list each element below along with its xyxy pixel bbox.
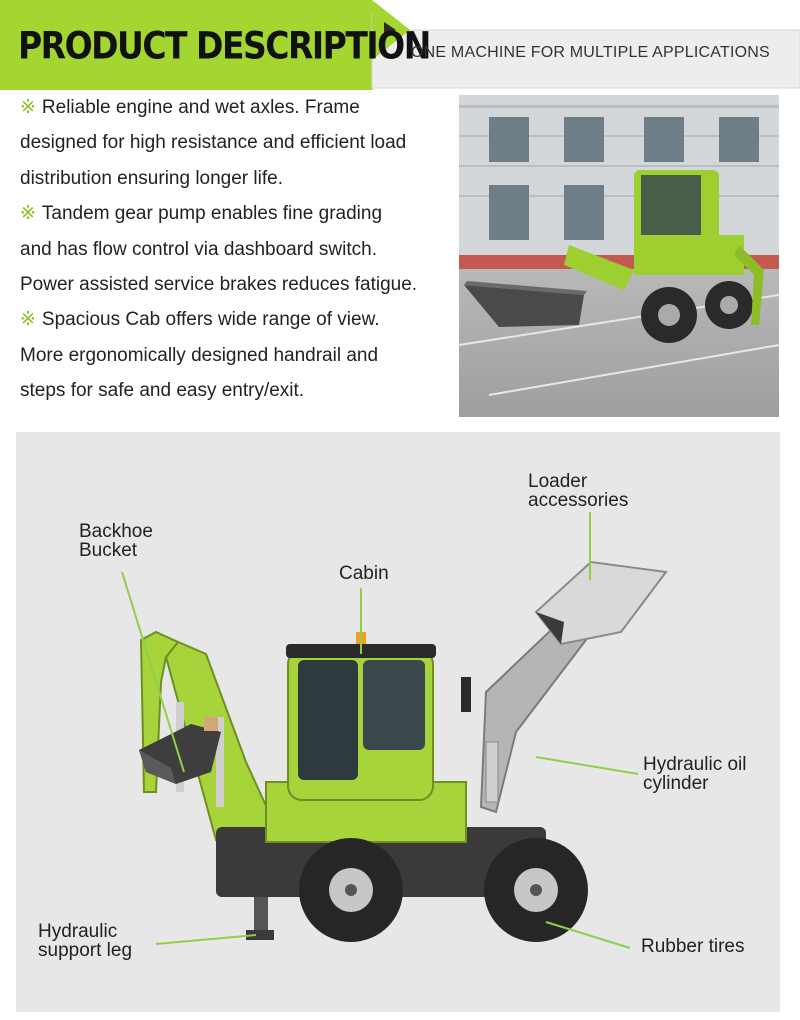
description-line: distribution ensuring longer life. bbox=[20, 167, 283, 189]
description-line: ※ Tandem gear pump enables fine grading bbox=[20, 203, 383, 225]
label-hydraulic-support-leg: Hydraulic support leg bbox=[38, 921, 133, 961]
cabin bbox=[286, 632, 471, 800]
rear-tire bbox=[299, 838, 403, 942]
description-line: More ergonomically designed handrail and bbox=[20, 344, 379, 366]
leader-hydraulic-support-leg bbox=[156, 935, 256, 944]
bullet-mark: ※ bbox=[20, 97, 36, 118]
label-cabin: Cabin bbox=[339, 563, 389, 584]
description-line: and has flow control via dashboard switch. bbox=[20, 238, 377, 260]
description-line: ※ Spacious Cab offers wide range of view. bbox=[20, 309, 380, 331]
page-title: PRODUCT DESCRIPTION bbox=[18, 24, 430, 68]
product-photo bbox=[459, 95, 779, 417]
label-rubber-tires: Rubber tires bbox=[641, 936, 745, 957]
description-text bbox=[20, 90, 452, 409]
bullet-mark: ※ bbox=[20, 309, 36, 331]
description-line: designed for high resistance and efficient load bbox=[20, 132, 407, 154]
leader-hydraulic-oil-cylinder bbox=[536, 757, 638, 774]
bullet-mark: ※ bbox=[20, 203, 36, 225]
description-line: steps for safe and easy entry/exit. bbox=[20, 380, 305, 402]
label-loader-accessories: Loader accessories bbox=[528, 471, 629, 511]
description-line: Power assisted service brakes reduces fatigue. bbox=[20, 273, 418, 295]
header bbox=[0, 0, 800, 90]
loader-bucket bbox=[536, 562, 666, 644]
machine-diagram bbox=[16, 432, 780, 1012]
label-hydraulic-oil-cylinder: Hydraulic oil cylinder bbox=[643, 754, 747, 794]
label-backhoe-bucket: Backhoe Bucket bbox=[79, 521, 153, 561]
page-subtitle: ONE MACHINE FOR MULTIPLE APPLICATIONS bbox=[411, 44, 770, 61]
description-line: ※ Reliable engine and wet axles. Frame bbox=[20, 97, 360, 118]
front-tire bbox=[484, 838, 588, 942]
